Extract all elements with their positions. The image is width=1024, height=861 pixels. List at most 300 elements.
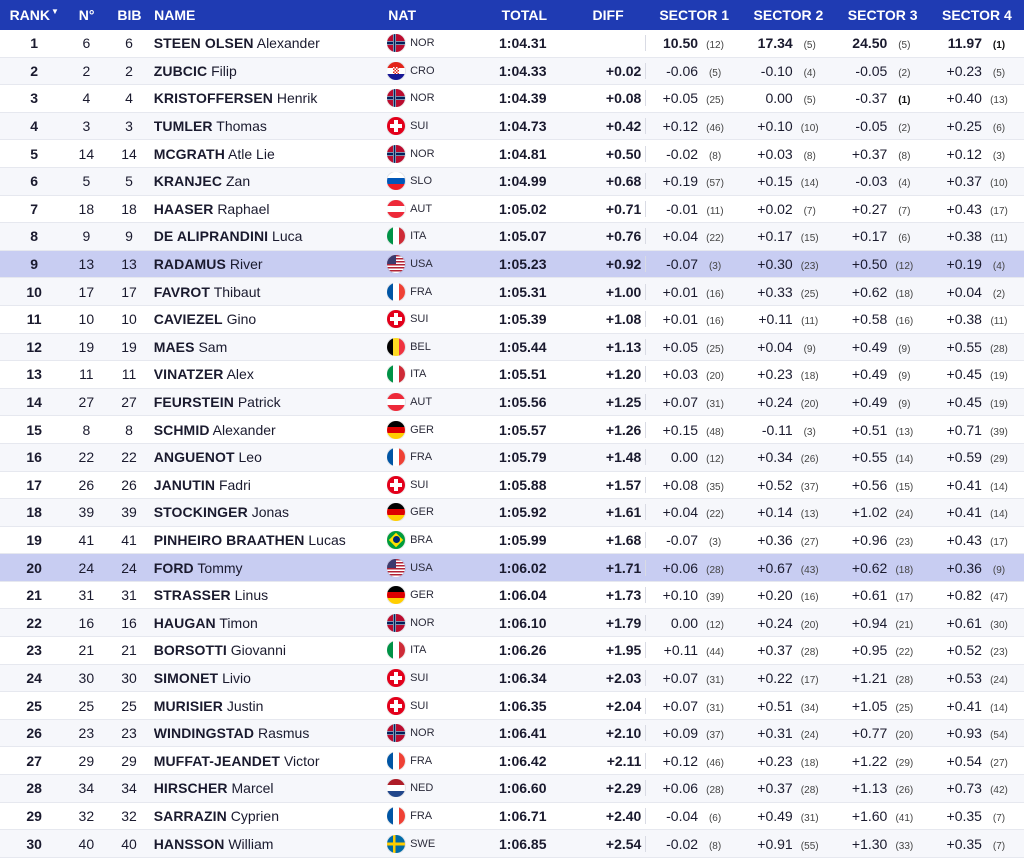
sector-rank: (25)	[895, 702, 914, 714]
athlete-last-name: PINHEIRO BRAATHEN	[153, 531, 305, 548]
sector-rank: (11)	[990, 316, 1008, 328]
sector-time: +0.04	[946, 283, 982, 300]
sector-time: -0.10	[760, 62, 793, 79]
sector-time: +0.01	[662, 283, 699, 300]
athlete-name-cell[interactable]	[154, 725, 387, 741]
nation-code: BEL	[410, 340, 431, 353]
sector-time: +0.55	[851, 449, 888, 466]
athlete-name-cell[interactable]	[154, 642, 387, 658]
number-cell: 19	[78, 338, 95, 355]
sector-time: +0.43	[946, 200, 982, 217]
athlete-name-cell[interactable]	[154, 228, 387, 244]
total-time-cell: 1:05.56	[499, 394, 547, 411]
sector-3-cell	[835, 339, 930, 355]
number-cell: 14	[78, 145, 95, 162]
sector-time: +0.37	[851, 145, 888, 162]
sector-time: +0.94	[851, 614, 888, 631]
sector-3-cell	[835, 311, 930, 327]
athlete-name-cell[interactable]	[154, 615, 387, 631]
sector-rank: (3)	[992, 150, 1006, 162]
sector-rank: (30)	[990, 619, 1008, 631]
athlete-first-name: Zan	[225, 173, 251, 190]
table-row[interactable]	[0, 637, 1024, 665]
nation-code: SUI	[410, 671, 429, 684]
table-row[interactable]	[0, 803, 1024, 831]
bib-cell: 16	[121, 614, 137, 631]
athlete-name-cell[interactable]	[154, 753, 387, 769]
sector-4-cell	[929, 587, 1024, 603]
athlete-name-cell[interactable]	[154, 587, 387, 603]
nation-cell	[387, 835, 478, 853]
column-header-no[interactable]: N°	[78, 7, 95, 23]
nation-cell	[387, 172, 478, 190]
table-row[interactable]	[0, 30, 1024, 58]
nation-cell	[387, 697, 478, 715]
sector-time: +0.10	[757, 118, 793, 135]
sector-2-cell	[740, 422, 835, 438]
sector-4-cell	[929, 35, 1024, 51]
table-row[interactable]	[0, 527, 1024, 555]
athlete-name-cell[interactable]	[154, 118, 387, 134]
athlete-last-name: ANGUENOT	[153, 449, 235, 466]
athlete-name-cell[interactable]	[154, 560, 387, 576]
sector-rank: (8)	[803, 150, 816, 162]
number-cell: 18	[78, 200, 95, 217]
sector-3-cell	[835, 422, 930, 438]
number-cell: 23	[78, 725, 95, 742]
rank-cell: 13	[26, 366, 42, 383]
total-time-cell: 1:04.39	[499, 90, 547, 107]
bib-cell: 22	[121, 449, 137, 466]
sector-4-cell	[929, 256, 1024, 272]
athlete-name-cell[interactable]	[154, 256, 387, 272]
sector-1-cell	[645, 780, 740, 796]
table-row[interactable]	[0, 85, 1024, 113]
sector-time: +0.27	[851, 200, 888, 217]
rank-cell: 10	[26, 283, 42, 300]
number-cell: 25	[78, 697, 95, 714]
sector-rank: (14)	[895, 454, 914, 466]
column-header-sector-4[interactable]: SECTOR 4	[941, 7, 1012, 23]
athlete-last-name: WINDINGSTAD	[153, 725, 255, 742]
sector-rank: (11)	[706, 205, 724, 217]
sector-1-cell	[645, 698, 740, 714]
sector-rank: (16)	[895, 316, 914, 328]
number-cell: 5	[82, 173, 91, 190]
total-time-cell: 1:06.26	[499, 642, 547, 659]
sector-1-cell	[645, 808, 740, 824]
table-row[interactable]	[0, 278, 1024, 306]
bib-cell: 26	[121, 476, 137, 493]
column-header-sector-3[interactable]: SECTOR 3	[847, 7, 918, 23]
sector-4-cell	[929, 532, 1024, 548]
diff-cell: +0.08	[605, 90, 642, 107]
sector-rank: (47)	[990, 592, 1008, 604]
nation-code: NED	[410, 782, 434, 795]
column-header-rank[interactable]	[0, 7, 69, 23]
table-row[interactable]	[0, 196, 1024, 224]
athlete-name-cell[interactable]	[154, 146, 387, 162]
total-time-cell: 1:05.02	[499, 200, 547, 217]
table-row[interactable]	[0, 499, 1024, 527]
table-row[interactable]	[0, 306, 1024, 334]
nation-code: CRO	[410, 64, 435, 77]
flag-icon	[387, 227, 405, 245]
athlete-name-cell[interactable]	[154, 201, 387, 217]
sector-time: -0.05	[855, 62, 888, 79]
sector-rank: (57)	[706, 178, 724, 190]
sector-time: +0.15	[757, 173, 793, 190]
sector-2-cell	[740, 560, 835, 576]
athlete-name-cell[interactable]	[154, 808, 387, 824]
sector-2-cell	[740, 642, 835, 658]
diff-cell: +2.54	[605, 835, 642, 852]
sector-rank: (33)	[895, 840, 914, 852]
athlete-name-cell[interactable]	[154, 670, 387, 686]
total-time-cell: 1:04.33	[499, 62, 547, 79]
number-cell: 6	[82, 35, 91, 52]
table-row[interactable]	[0, 747, 1024, 775]
flag-icon	[387, 835, 405, 853]
sector-time: +0.36	[946, 559, 982, 576]
sector-1-cell	[645, 422, 740, 438]
nation-cell	[387, 227, 478, 245]
sector-2-cell	[740, 35, 835, 51]
nation-code: AUT	[410, 202, 433, 215]
athlete-name-cell[interactable]	[154, 63, 387, 79]
nation-cell	[387, 62, 478, 80]
bib-cell: 6	[125, 35, 133, 52]
athlete-name-cell[interactable]	[154, 173, 387, 189]
nation-code: NOR	[410, 37, 435, 50]
sector-2-cell	[740, 311, 835, 327]
sector-time: 11.97	[947, 35, 982, 52]
sector-2-cell	[740, 173, 835, 189]
sector-rank: (9)	[898, 399, 911, 411]
sector-4-cell	[929, 90, 1024, 106]
sector-time: +0.11	[758, 311, 793, 328]
athlete-last-name: TUMLER	[153, 118, 213, 135]
total-time-cell: 1:05.39	[499, 311, 547, 328]
flag-icon	[387, 614, 405, 632]
nation-code: FRA	[410, 285, 433, 298]
rank-cell: 26	[26, 725, 42, 742]
athlete-name-cell[interactable]	[154, 311, 387, 327]
athlete-first-name: Sam	[198, 338, 228, 355]
sector-1-cell	[645, 228, 740, 244]
sector-time: +0.71	[946, 421, 982, 438]
table-row[interactable]	[0, 58, 1024, 86]
total-time-cell: 1:06.71	[499, 807, 547, 824]
sector-time: +0.30	[757, 256, 793, 273]
diff-cell: +1.71	[605, 559, 642, 576]
athlete-name-cell[interactable]	[154, 698, 387, 714]
diff-cell: +2.03	[605, 669, 642, 686]
sector-rank: (6)	[708, 812, 722, 824]
table-row[interactable]	[0, 361, 1024, 389]
table-row[interactable]	[0, 416, 1024, 444]
athlete-last-name: VINATZER	[153, 366, 224, 383]
diff-cell: +1.79	[605, 614, 642, 631]
table-row[interactable]	[0, 389, 1024, 417]
table-row[interactable]	[0, 554, 1024, 582]
sector-3-cell	[835, 35, 930, 51]
flag-icon	[387, 365, 405, 383]
total-time-cell: 1:06.10	[499, 614, 547, 631]
table-row[interactable]	[0, 251, 1024, 279]
nation-code: GER	[410, 423, 434, 436]
sector-rank: (6)	[992, 123, 1006, 135]
number-cell: 16	[78, 614, 95, 631]
sector-time: -0.02	[666, 835, 699, 852]
athlete-name-cell[interactable]	[154, 366, 387, 382]
sector-time: +0.96	[851, 531, 888, 548]
nation-cell	[387, 283, 478, 301]
flag-icon	[387, 586, 405, 604]
sector-time: +0.03	[757, 145, 793, 162]
sector-4-cell	[929, 808, 1024, 824]
flag-icon	[387, 669, 405, 687]
sector-rank: (29)	[895, 757, 914, 769]
table-row[interactable]	[0, 223, 1024, 251]
rank-cell: 8	[30, 228, 39, 245]
total-time-cell: 1:05.88	[499, 476, 547, 493]
total-time-cell: 1:06.04	[499, 587, 547, 604]
table-row[interactable]	[0, 444, 1024, 472]
number-cell: 30	[78, 669, 95, 686]
sector-1-cell	[645, 615, 740, 631]
sector-time: +0.24	[757, 394, 793, 411]
sector-1-cell	[645, 560, 740, 576]
athlete-last-name: MUFFAT-JEANDET	[153, 752, 281, 769]
sector-time: +0.01	[662, 311, 699, 328]
athlete-name-cell[interactable]	[154, 422, 387, 438]
sector-4-cell	[929, 173, 1024, 189]
sector-time: +0.52	[757, 476, 793, 493]
table-row[interactable]	[0, 168, 1024, 196]
athlete-name-cell[interactable]	[154, 532, 387, 548]
sector-rank: (9)	[898, 371, 911, 383]
column-header-sector-1[interactable]: SECTOR 1	[659, 7, 730, 23]
nation-code: GER	[410, 506, 434, 519]
sector-time: +0.45	[946, 394, 982, 411]
sector-rank: (2)	[992, 288, 1006, 300]
column-header-nat[interactable]: NAT	[388, 7, 416, 23]
table-row[interactable]	[0, 830, 1024, 858]
athlete-last-name: BORSOTTI	[153, 642, 227, 659]
bib-cell: 5	[125, 173, 133, 190]
sector-3-cell	[835, 366, 930, 382]
nation-cell	[387, 34, 478, 52]
athlete-last-name: FEURSTEIN	[153, 394, 234, 411]
sector-3-cell	[835, 836, 930, 852]
total-time-cell: 1:04.81	[499, 145, 547, 162]
sector-time: +1.13	[851, 780, 888, 797]
sector-2-cell	[740, 449, 835, 465]
sector-time: -0.02	[666, 145, 699, 162]
sector-rank: (23)	[990, 647, 1008, 659]
athlete-first-name: Alexander	[212, 421, 276, 438]
nation-cell	[387, 117, 478, 135]
athlete-first-name: Cyprien	[230, 807, 279, 824]
athlete-name-cell[interactable]	[154, 90, 387, 106]
total-time-cell: 1:05.23	[499, 256, 547, 273]
sector-1-cell	[645, 836, 740, 852]
rank-cell: 27	[26, 752, 42, 769]
bib-cell: 4	[125, 90, 133, 107]
sector-time: +0.58	[851, 311, 888, 328]
nation-code: NOR	[410, 727, 435, 740]
athlete-last-name: RADAMUS	[153, 256, 226, 273]
table-row[interactable]	[0, 334, 1024, 362]
athlete-name-cell[interactable]	[154, 339, 387, 355]
sector-rank: (28)	[706, 785, 724, 797]
sector-2-cell	[740, 587, 835, 603]
athlete-name-cell[interactable]	[154, 836, 387, 852]
sector-rank: (4)	[803, 67, 816, 79]
athlete-last-name: SARRAZIN	[153, 807, 227, 824]
rank-header-label: RANK	[9, 7, 51, 23]
table-row[interactable]	[0, 692, 1024, 720]
rank-cell: 17	[26, 476, 42, 493]
sector-4-cell	[929, 753, 1024, 769]
sector-1-cell	[645, 146, 740, 162]
sector-rank: (12)	[706, 454, 724, 466]
sector-rank: (17)	[800, 674, 819, 686]
total-time-cell: 1:04.73	[499, 118, 547, 135]
sector-time: 0.00	[670, 614, 699, 631]
rank-cell: 12	[26, 338, 42, 355]
athlete-name-cell[interactable]	[154, 35, 387, 51]
column-header-total[interactable]: TOTAL	[501, 7, 548, 23]
sector-time: +0.91	[757, 835, 793, 852]
table-row[interactable]	[0, 775, 1024, 803]
sector-time: +0.07	[662, 394, 699, 411]
nation-cell	[387, 724, 478, 742]
table-row[interactable]	[0, 665, 1024, 693]
sector-rank: (31)	[706, 702, 724, 714]
athlete-last-name: MAES	[153, 338, 195, 355]
sector-1-cell	[645, 449, 740, 465]
rank-cell: 9	[30, 256, 39, 273]
sector-4-cell	[929, 339, 1024, 355]
athlete-name-cell[interactable]	[154, 780, 387, 796]
sector-time: +0.49	[851, 366, 888, 383]
table-row[interactable]	[0, 720, 1024, 748]
nation-code: ITA	[410, 230, 427, 243]
table-row[interactable]	[0, 113, 1024, 141]
sector-rank: (24)	[990, 674, 1008, 686]
sector-1-cell	[645, 366, 740, 382]
athlete-name-cell[interactable]	[154, 477, 387, 493]
sector-time: +0.12	[662, 118, 699, 135]
athlete-last-name: ZUBCIC	[153, 62, 208, 79]
athlete-last-name: FORD	[153, 559, 194, 576]
sector-rank: (4)	[992, 261, 1006, 273]
total-time-cell: 1:06.35	[499, 697, 547, 714]
nation-cell	[387, 641, 478, 659]
sector-3-cell	[835, 642, 930, 658]
sector-rank: (28)	[800, 647, 819, 659]
sector-rank: (24)	[895, 509, 914, 521]
sector-2-cell	[740, 90, 835, 106]
sector-time: +0.17	[851, 228, 888, 245]
bib-cell: 11	[121, 366, 137, 383]
athlete-first-name: Fadri	[218, 476, 251, 493]
sector-time: 10.50	[663, 35, 699, 52]
sector-rank: (7)	[898, 205, 911, 217]
sector-time: +1.05	[851, 697, 888, 714]
sector-rank: (12)	[706, 40, 724, 52]
column-header-sector-2[interactable]: SECTOR 2	[753, 7, 824, 23]
sector-time: +0.14	[757, 504, 793, 521]
sector-3-cell	[835, 753, 930, 769]
bib-cell: 8	[125, 421, 133, 438]
nation-cell	[387, 531, 478, 549]
column-header-name[interactable]: NAME	[154, 7, 196, 23]
athlete-last-name: SCHMID	[153, 421, 210, 438]
sector-time: +0.37	[757, 642, 793, 659]
sector-time: +0.11	[663, 642, 699, 659]
table-row[interactable]	[0, 472, 1024, 500]
table-row[interactable]	[0, 582, 1024, 610]
total-time-cell: 1:05.51	[499, 366, 547, 383]
sector-rank: (41)	[895, 812, 914, 824]
sector-2-cell	[740, 698, 835, 714]
nation-code: FRA	[410, 809, 433, 822]
bib-cell: 9	[125, 228, 133, 245]
rank-cell: 4	[30, 118, 39, 135]
sector-time: 24.50	[852, 35, 888, 52]
bib-cell: 40	[121, 835, 137, 852]
sector-time: +0.61	[946, 614, 982, 631]
athlete-first-name: Thibaut	[213, 283, 261, 300]
bib-cell: 13	[121, 256, 137, 273]
sector-2-cell	[740, 118, 835, 134]
nation-code: SLO	[410, 175, 433, 188]
athlete-name-cell[interactable]	[154, 394, 387, 410]
sector-4-cell	[929, 146, 1024, 162]
table-row[interactable]	[0, 140, 1024, 168]
sector-time: +0.23	[946, 62, 982, 79]
number-cell: 3	[82, 118, 91, 135]
sector-rank: (18)	[895, 564, 914, 576]
athlete-name-cell[interactable]	[154, 284, 387, 300]
athlete-first-name: Alexander	[256, 35, 320, 52]
column-header-bib[interactable]: BIB	[117, 7, 142, 23]
number-cell: 17	[78, 283, 95, 300]
flag-icon	[387, 338, 405, 356]
sector-3-cell	[835, 504, 930, 520]
sector-time: +0.35	[946, 807, 982, 824]
sector-time: +0.19	[946, 256, 982, 273]
flag-icon	[387, 89, 405, 107]
athlete-name-cell[interactable]	[154, 449, 387, 465]
sector-1-cell	[645, 532, 740, 548]
bib-cell: 14	[121, 145, 137, 162]
sector-time: +0.41	[946, 697, 982, 714]
column-header-diff[interactable]: DIFF	[592, 7, 624, 23]
athlete-name-cell[interactable]	[154, 504, 387, 520]
athlete-first-name: Raphael	[217, 200, 270, 217]
sector-rank: (26)	[895, 785, 914, 797]
athlete-last-name: KRISTOFFERSEN	[153, 90, 273, 107]
table-row[interactable]	[0, 609, 1024, 637]
sector-time: +0.31	[757, 725, 793, 742]
sector-time: 17.34	[757, 35, 793, 52]
sector-1-cell	[645, 118, 740, 134]
sector-time: +0.34	[757, 449, 793, 466]
